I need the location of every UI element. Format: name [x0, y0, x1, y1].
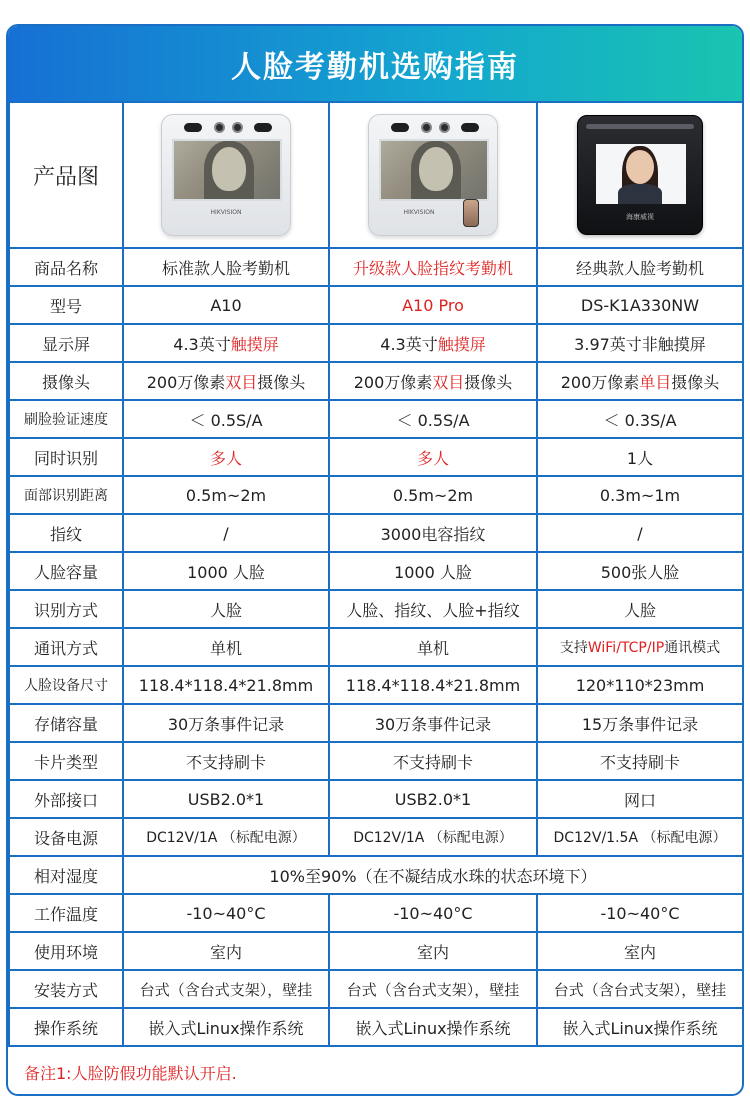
- footnote: 备注1:人脸防假功能默认开启.: [24, 1063, 237, 1083]
- cell: 不支持刷卡: [329, 742, 537, 780]
- image-row: [9, 102, 743, 248]
- table-row: [9, 894, 743, 932]
- table-row: [9, 400, 743, 438]
- cell-highlight: 触摸屏: [230, 334, 279, 354]
- row-label: 面部识别距离: [9, 476, 123, 514]
- table-row: [9, 362, 743, 400]
- cell: 1000 人脸: [123, 552, 329, 590]
- row-label: 摄像头: [9, 362, 123, 400]
- device-brand: HIKVISION: [210, 209, 242, 216]
- cell: 经典款人脸考勤机: [537, 248, 743, 286]
- row-label: 卡片类型: [9, 742, 123, 780]
- cell: 不支持刷卡: [123, 742, 329, 780]
- cell: 单机: [123, 628, 329, 666]
- cell: 1人: [537, 438, 743, 476]
- device-screen: [379, 139, 489, 201]
- cell-text: 200万像素: [353, 372, 433, 392]
- cell: 1000 人脸: [329, 552, 537, 590]
- product-image-a10-pro: [329, 102, 537, 248]
- cell: 升级款人脸指纹考勤机: [329, 248, 537, 286]
- cell-text: 通讯模式: [664, 640, 721, 656]
- cell: 118.4*118.4*21.8mm: [329, 666, 537, 704]
- row-label: 型号: [9, 286, 123, 324]
- cell: ＜ 0.5S/A: [123, 400, 329, 438]
- cell: 嵌入式Linux操作系统: [123, 1008, 329, 1046]
- cell: 30万条事件记录: [329, 704, 537, 742]
- cell: A10: [123, 286, 329, 324]
- cell: 标准款人脸考勤机: [123, 248, 329, 286]
- cell-text: 摄像头: [464, 372, 513, 392]
- cell: DC12V/1.5A （标配电源）: [537, 818, 743, 856]
- row-label: 使用环境: [9, 932, 123, 970]
- cell: 不支持刷卡: [537, 742, 743, 780]
- guide-frame: [6, 24, 744, 1096]
- table-row: [9, 932, 743, 970]
- cell: 人脸、指纹、人脸+指纹: [329, 590, 537, 628]
- device-a10pro-image: [368, 114, 498, 236]
- table-row: [9, 514, 743, 552]
- table-row: [9, 856, 743, 894]
- device-brand: HIKVISION: [403, 209, 435, 216]
- cell-text: 支持: [559, 640, 588, 656]
- cell: [329, 324, 537, 362]
- table-row: [9, 666, 743, 704]
- cell: 室内: [537, 932, 743, 970]
- row-label: 安装方式: [9, 970, 123, 1008]
- row-label: 通讯方式: [9, 628, 123, 666]
- cell-highlight: WiFi/TCP/IP: [587, 640, 665, 656]
- cell-highlight: 双目: [432, 372, 465, 392]
- device-brand: 海康威视: [626, 213, 654, 221]
- cell: DC12V/1A （标配电源）: [123, 818, 329, 856]
- cell: 嵌入式Linux操作系统: [537, 1008, 743, 1046]
- product-image-a10: [123, 102, 329, 248]
- row-label: 相对湿度: [9, 856, 123, 894]
- product-image-ds-k1a330nw: [537, 102, 743, 248]
- device-ds-k1a330nw-image: [577, 115, 703, 235]
- sensor-icon: [254, 123, 272, 132]
- cell: /: [123, 514, 329, 552]
- cell: DS-K1A330NW: [537, 286, 743, 324]
- row-label: 指纹: [9, 514, 123, 552]
- cell-text: 200万像素: [146, 372, 226, 392]
- table-row: [9, 742, 743, 780]
- row-label: 操作系统: [9, 1008, 123, 1046]
- cell: [123, 324, 329, 362]
- row-label: 设备电源: [9, 818, 123, 856]
- light-bar: [586, 124, 694, 129]
- cell-text: 200万像素: [560, 372, 640, 392]
- row-label: 人脸容量: [9, 552, 123, 590]
- cell: ＜ 0.3S/A: [537, 400, 743, 438]
- page-title: 人脸考勤机选购指南: [231, 49, 519, 85]
- sensor-icon: [461, 123, 479, 132]
- cell: DC12V/1A （标配电源）: [329, 818, 537, 856]
- cell: 3.97英寸非触摸屏: [537, 324, 743, 362]
- cell-text: 4.3英寸: [173, 334, 231, 354]
- cell: 15万条事件记录: [537, 704, 743, 742]
- cell: -10~40°C: [123, 894, 329, 932]
- row-label: 商品名称: [9, 248, 123, 286]
- cell-text: 摄像头: [671, 372, 720, 392]
- row-label: 刷脸验证速度: [9, 400, 123, 438]
- cell: 室内: [123, 932, 329, 970]
- table-row: [9, 438, 743, 476]
- device-screen: [596, 144, 686, 204]
- cell-text: 4.3英寸: [380, 334, 438, 354]
- table-row: [9, 780, 743, 818]
- row-label: 存储容量: [9, 704, 123, 742]
- cell: -10~40°C: [537, 894, 743, 932]
- sensor-icon: [391, 123, 409, 132]
- device-screen: [172, 139, 282, 201]
- table-row: [9, 248, 743, 286]
- cell: 网口: [537, 780, 743, 818]
- table-row: [9, 286, 743, 324]
- cell: 0.5m~2m: [329, 476, 537, 514]
- cell: 118.4*118.4*21.8mm: [123, 666, 329, 704]
- cell: [537, 628, 743, 666]
- row-label: 识别方式: [9, 590, 123, 628]
- cell: 室内: [329, 932, 537, 970]
- row-label: 同时识别: [9, 438, 123, 476]
- cell: 嵌入式Linux操作系统: [329, 1008, 537, 1046]
- row-label: 人脸设备尺寸: [9, 666, 123, 704]
- cell: [329, 362, 537, 400]
- camera-icon: [421, 122, 432, 133]
- cell: 台式（含台式支架），壁挂: [123, 970, 329, 1008]
- cell-highlight: 触摸屏: [437, 334, 486, 354]
- cell-highlight: 单目: [639, 372, 672, 392]
- cell: USB2.0*1: [329, 780, 537, 818]
- table-row: [9, 476, 743, 514]
- cell-highlight: 双目: [225, 372, 258, 392]
- cell: -10~40°C: [329, 894, 537, 932]
- table-row: [9, 324, 743, 362]
- cell-text: 摄像头: [257, 372, 306, 392]
- table-row: [9, 590, 743, 628]
- row-label: 工作温度: [9, 894, 123, 932]
- sensor-icon: [184, 123, 202, 132]
- cell: 120*110*23mm: [537, 666, 743, 704]
- cell: 30万条事件记录: [123, 704, 329, 742]
- cell: 3000电容指纹: [329, 514, 537, 552]
- camera-icon: [439, 122, 450, 133]
- cell-merged: 10%至90%（在不凝结成水珠的状态环境下）: [123, 856, 743, 894]
- table-row: [9, 704, 743, 742]
- cell: 人脸: [123, 590, 329, 628]
- cell: [123, 362, 329, 400]
- cell: USB2.0*1: [123, 780, 329, 818]
- camera-icon: [232, 122, 243, 133]
- device-a10-image: [161, 114, 291, 236]
- table-row: [9, 1008, 743, 1046]
- camera-icon: [214, 122, 225, 133]
- cell: [537, 362, 743, 400]
- cell: 0.5m~2m: [123, 476, 329, 514]
- cell: 台式（含台式支架），壁挂: [329, 970, 537, 1008]
- cell: 单机: [329, 628, 537, 666]
- table-row: [9, 552, 743, 590]
- spec-table: [8, 101, 744, 1047]
- row-label: 显示屏: [9, 324, 123, 362]
- fingerprint-icon: [463, 199, 479, 227]
- row-label: 产品图: [9, 102, 123, 248]
- cell: ＜ 0.5S/A: [329, 400, 537, 438]
- row-label: 外部接口: [9, 780, 123, 818]
- table-row: [9, 818, 743, 856]
- cell: 0.3m~1m: [537, 476, 743, 514]
- cell: 人脸: [537, 590, 743, 628]
- table-row: [9, 628, 743, 666]
- cell: 台式（含台式支架），壁挂: [537, 970, 743, 1008]
- cell: 多人: [123, 438, 329, 476]
- title-banner: [8, 26, 742, 101]
- cell: 500张人脸: [537, 552, 743, 590]
- cell: 多人: [329, 438, 537, 476]
- cell: A10 Pro: [329, 286, 537, 324]
- cell: /: [537, 514, 743, 552]
- table-row: [9, 970, 743, 1008]
